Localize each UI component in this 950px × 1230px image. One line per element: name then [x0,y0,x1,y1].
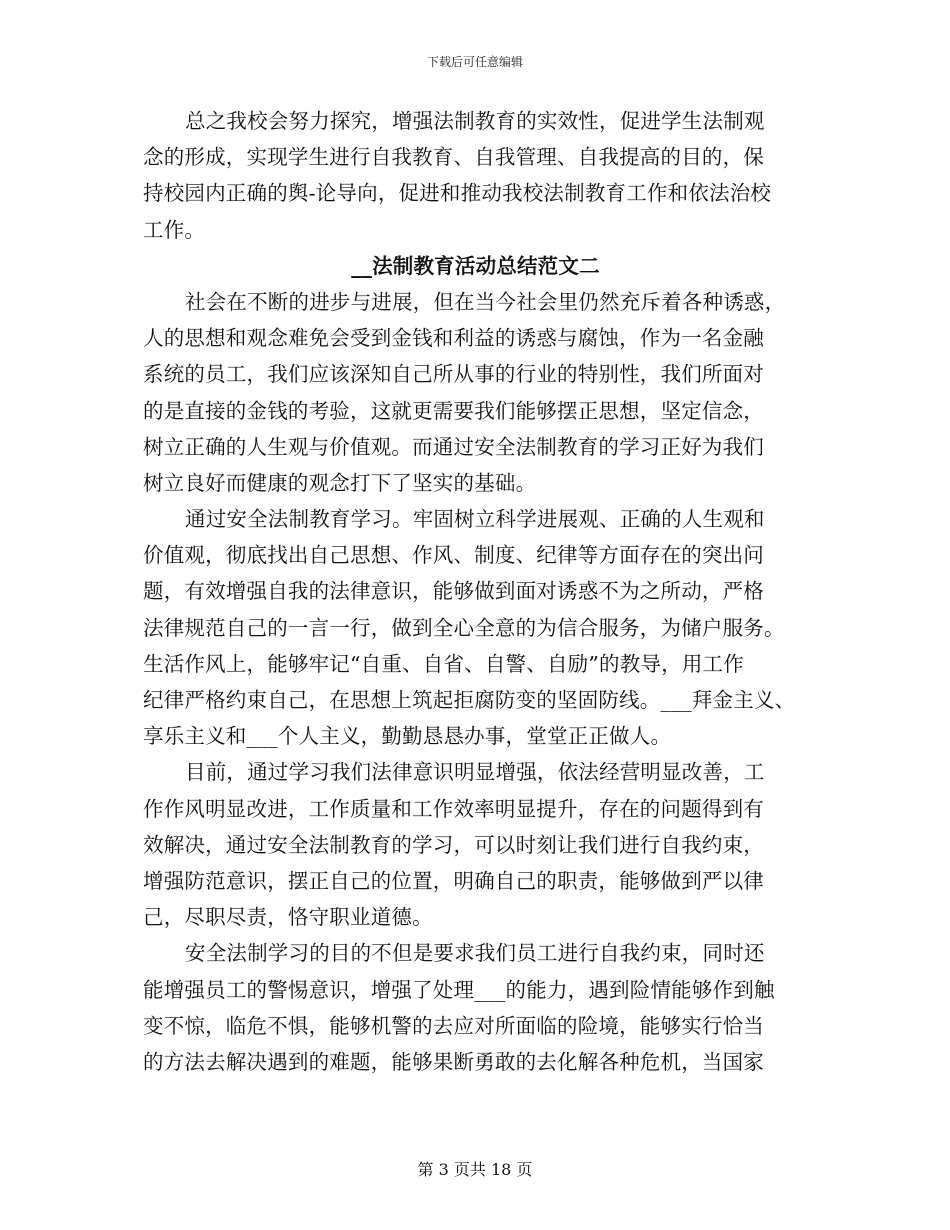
paragraph-5 [143,935,808,1080]
page-footer: 第 3 页共 18 页 [417,1160,533,1179]
text-line: 通过安全法制教育学习。牢固树立科学进展观、正确的人生观和 [185,507,765,532]
text-line: 己，尽职尽责，恪守职业道德。 [143,905,433,930]
text-line: 安全法制学习的目的不但是要求我们员工进行自我约束，同时还 [185,941,765,966]
text-line: 能增强员工的警惕意识，增强了处理___的能力，遇到险情能够作到触 [143,977,775,1002]
paragraph-1 [143,103,808,248]
text-line: 社会在不断的进步与进展，但在当今社会里仍然充斥着各种诱惑， [185,289,786,314]
text-line: 树立正确的人生观与价值观。而通过安全法制教育的学习正好为我们 [143,434,764,459]
text-line: 增强防范意识，摆正自己的位置，明确自己的职责，能够做到严以律 [143,868,764,893]
text-line: 人的思想和观念难免会受到金钱和利益的诱惑与腐蚀，作为一名金融 [143,326,764,351]
page-header: 下载后可任意编辑 [426,55,523,69]
text-line: 效解决，通过安全法制教育的学习，可以时刻让我们进行自我约束， [143,832,764,857]
text-line: 作作风明显改进，工作质量和工作效率明显提升，存在的问题得到有 [143,796,764,821]
text-line: 题，有效增强自我的法律意识，能够做到面对诱惑不为之所动，严格 [143,579,764,604]
text-line: 持校园内正确的舆-论导向，促进和推动我校法制教育工作和依法治校 [143,181,772,206]
paragraph-3 [143,501,808,754]
text-line: 纪律严格约束自己，在思想上筑起拒腐防变的坚固防线。___拜金主义、 [143,688,796,712]
text-line: 念的形成，实现学生进行自我教育、自我管理、自我提高的目的，保 [143,145,764,170]
text-line: 目前，通过学习我们法律意识明显增强，依法经营明显改善，工 [185,760,765,785]
text-line: 树立良好而健康的观念打下了坚实的基础。 [143,470,537,495]
document-body [143,103,808,1080]
text-line: 法律规范自己的一言一行，做到全心全意的为信合服务，为储户服务。 [143,615,785,640]
text-line: 价值观，彻底找出自己思想、作风、制度、纪律等方面存在的突出问 [143,543,764,568]
text-line: 变不惊，临危不惧，能够机警的去应对所面临的险境，能够实行恰当 [143,1013,764,1038]
text-line: 系统的员工，我们应该深知自己所从事的行业的特别性，我们所面对 [143,362,764,387]
text-line: 生活作风上，能够牢记“自重、自省、自警、自励”的教导，用工作 [143,651,744,676]
paragraph-4 [143,754,808,935]
text-line: 享乐主义和___个人主义，勤勤恳恳办事，堂堂正正做人。 [143,724,672,749]
text-line: 工作。 [143,217,206,242]
text-line: 的方法去解决遇到的难题，能够果断勇敢的去化解各种危机，当国家 [143,1049,764,1074]
text-line: 总之我校会努力探究，增强法制教育的实效性，促进学生法制观 [185,109,765,133]
section-heading: __法制教育活动总结范文二 [351,253,600,278]
text-line: 的是直接的金钱的考验，这就更需要我们能够摆正思想，坚定信念， [143,398,764,423]
paragraph-2 [143,284,808,501]
